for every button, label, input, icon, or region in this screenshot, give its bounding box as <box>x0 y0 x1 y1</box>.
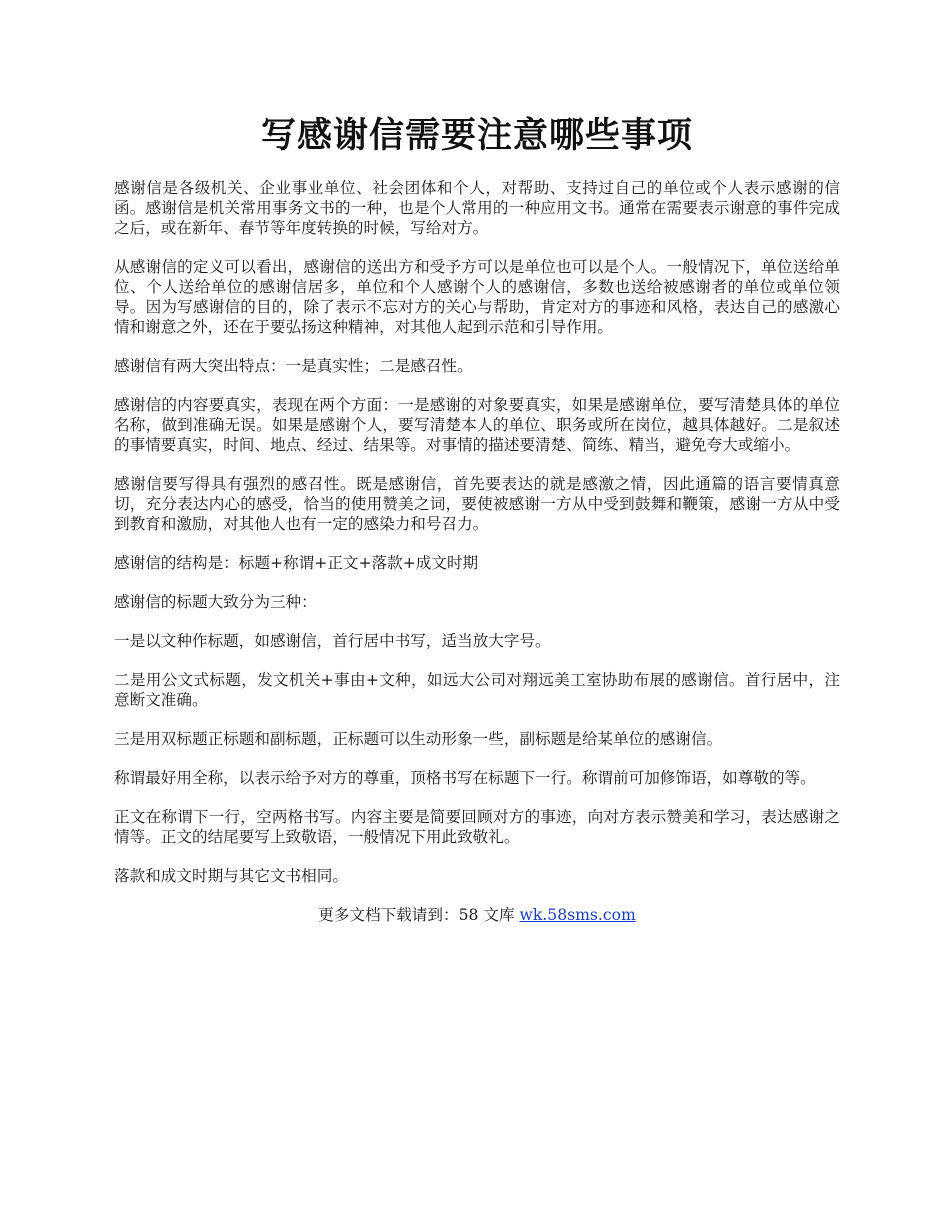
footer-prefix: 更多文档下载请到：58 文库 <box>318 906 520 924</box>
paragraph-salutation: 称谓最好用全称，以表示给予对方的尊重，顶格书写在标题下一行。称谓前可加修饰语，如尊敬的等。 <box>114 769 816 787</box>
paragraph-body: 正文在称谓下一行，空两格书写。内容主要是简要回顾对方的事迹，向对方表示赞美和学习，表达感谢之情等。正文的结尾要写上致敬语，一般情况下用此致敬礼。 <box>114 808 840 846</box>
document-page <box>114 108 840 925</box>
paragraph-structure: 感谢信的结构是：标题+称谓+正文+落款+成文时期 <box>114 554 479 572</box>
paragraph-title-types: 感谢信的标题大致分为三种： <box>114 593 317 611</box>
paragraph-authenticity: 感谢信的内容要真实，表现在两个方面：一是感谢的对象要真实，如果是感谢单位，要写清楚具体的单位名称，做到准确无误。如果是感谢个人，要写清楚本人的单位、职务或所在岗位，越具体越好。二是叙述的事情要真实，时间、地点、经过、结果等。对事情的描述要清楚、简练、精当，避免夸大或缩小。 <box>114 396 840 454</box>
paragraph-definition: 感谢信是各级机关、企业事业单位、社会团体和个人，对帮助、支持过自己的单位或个人表示感谢的信函。感谢信是机关常用事务文书的一种，也是个人常用的一种应用文书。通常在需要表示谢意的事件完成之后，或在新年、春节等年度转换的时候，写给对方。 <box>114 179 840 237</box>
footer-link[interactable]: wk.58sms.com <box>519 906 636 924</box>
paragraph-features: 感谢信有两大突出特点：一是真实性；二是感召性。 <box>114 357 473 375</box>
paragraph-title-type-2: 二是用公文式标题，发文机关+事由+文种，如远大公司对翔远美工室协助布展的感谢信。首行居中，注意断文准确。 <box>114 671 840 709</box>
footer-note <box>114 905 840 925</box>
paragraph-signature: 落款和成文时期与其它文书相同。 <box>114 867 348 885</box>
document-title: 写感谢信需要注意哪些事项 <box>260 115 693 156</box>
paragraph-title-type-3: 三是用双标题正标题和副标题，正标题可以生动形象一些，副标题是给某单位的感谢信。 <box>114 730 723 748</box>
paragraph-title-type-1: 一是以文种作标题，如感谢信，首行居中书写，适当放大字号。 <box>114 632 551 650</box>
paragraph-sender-receiver: 从感谢信的定义可以看出，感谢信的送出方和受予方可以是单位也可以是个人。一般情况下，单位送给单位、个人送给单位的感谢信居多，单位和个人感谢个人的感谢信，多数也送给被感谢者的单位或单位领导。因为写感谢信的目的，除了表示不忘对方的关心与帮助，肯定对方的事迹和风格，表达自己的感激心情和谢意之外，还在于要弘扬这种精神，对其他人起到示范和引导作用。 <box>114 258 840 336</box>
paragraph-appeal: 感谢信要写得具有强烈的感召性。既是感谢信，首先要表达的就是感激之情，因此通篇的语言要情真意切，充分表达内心的感受，恰当的使用赞美之词，要使被感谢一方从中受到鼓舞和鞭策，感谢一方从中受到教育和激励，对其他人也有一定的感染力和号召力。 <box>114 475 840 533</box>
